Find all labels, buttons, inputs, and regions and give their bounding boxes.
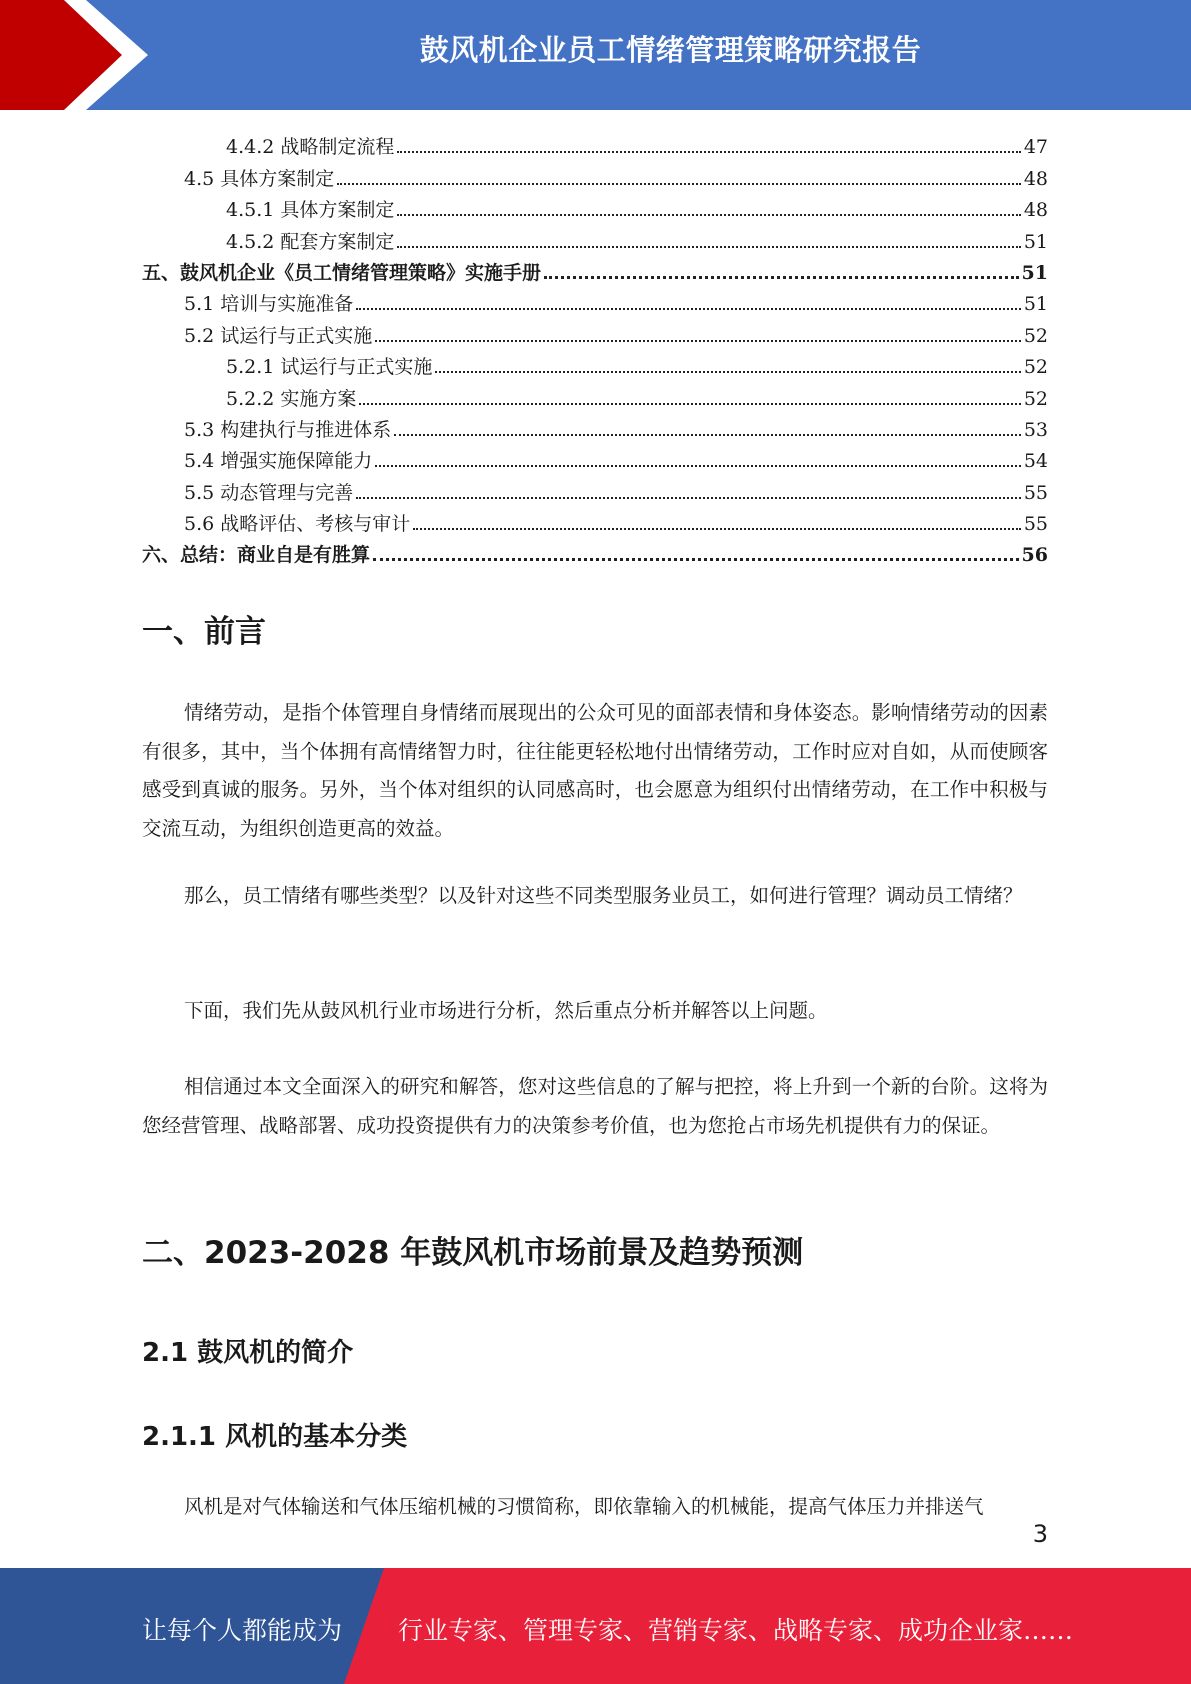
toc-leader-dots: [356, 496, 1021, 499]
toc-entry-label: 5.2.1 试运行与正式实施: [226, 356, 433, 379]
toc-entry[interactable]: [142, 411, 1048, 442]
toc-entry-page: 52: [1023, 387, 1048, 410]
toc-entry[interactable]: [142, 348, 1048, 379]
toc-entry-label: 5.1 培训与实施准备: [184, 293, 354, 316]
toc-entry-label: 六、总结：商业自是有胜算: [142, 544, 371, 567]
toc-entry-label: 4.5.1 具体方案制定: [226, 199, 395, 222]
document-title: 鼓风机企业员工情绪管理策略研究报告: [419, 33, 922, 67]
toc-entry-label: 5.4 增强实施保障能力: [184, 450, 373, 473]
toc-entry-label: 5.3 构建执行与推进体系: [184, 418, 392, 441]
toc-leader-dots: [397, 150, 1020, 153]
toc-entry[interactable]: [142, 254, 1048, 285]
section-heading-preface: 一、前言: [142, 614, 266, 650]
toc-entry-page: 48: [1023, 199, 1048, 222]
toc-leader-dots: [373, 557, 1019, 561]
toc-leader-dots: [375, 464, 1021, 467]
toc-leader-dots: [337, 182, 1021, 185]
toc-entry-page: 48: [1023, 167, 1048, 190]
paragraph: 下面，我们先从鼓风机行业市场进行分析，然后重点分析并解答以上问题。: [184, 999, 828, 1022]
toc-entry-page: 51: [1023, 230, 1048, 253]
toc-entry[interactable]: [142, 442, 1048, 473]
toc-leader-dots: [375, 339, 1021, 342]
toc-entry-label: 5.6 战略评估、考核与审计: [184, 513, 411, 536]
page-header: [0, 0, 1191, 110]
table-of-contents: [142, 128, 1048, 567]
toc-entry-page: 56: [1021, 544, 1048, 567]
toc-entry-label: 4.5.2 配套方案制定: [226, 230, 395, 253]
toc-entry-label: 4.4.2 战略制定流程: [226, 136, 395, 159]
toc-entry-page: 47: [1023, 136, 1048, 159]
toc-leader-dots: [359, 402, 1020, 405]
paragraph: 那么，员工情绪有哪些类型？以及针对这些不同类型服务业员工，如何进行管理？调动员工情绪？: [184, 884, 1023, 907]
toc-entry-label: 5.5 动态管理与完善: [184, 481, 354, 504]
footer-slogan-right: 行业专家、管理专家、营销专家、战略专家、成功企业家……: [398, 1616, 1074, 1645]
toc-leader-dots: [394, 433, 1021, 436]
footer-slogan-left: 让每个人都能成为: [142, 1616, 343, 1645]
toc-leader-dots: [413, 527, 1021, 530]
toc-entry[interactable]: [142, 128, 1048, 159]
toc-entry-label: 5.2 试运行与正式实施: [184, 324, 373, 347]
toc-entry[interactable]: [142, 191, 1048, 222]
toc-entry[interactable]: [142, 536, 1048, 567]
toc-entry[interactable]: [142, 505, 1048, 536]
toc-entry[interactable]: [142, 222, 1048, 253]
toc-entry-label: 4.5 具体方案制定: [184, 167, 335, 190]
toc-entry-page: 51: [1021, 261, 1048, 284]
paragraph: 相信通过本文全面深入的研究和解答，您对这些信息的了解与把控，将上升到一个新的台阶。这将为您经营管理、战略部署、成功投资提供有力的决策参考价值，也为您抢占市场先机提供有力的保证。: [142, 1075, 1048, 1137]
header-arrow-decoration: [0, 0, 160, 110]
toc-entry-page: 55: [1023, 481, 1048, 504]
toc-leader-dots: [435, 370, 1020, 373]
toc-entry-label: 五、鼓风机企业《员工情绪管理策略》实施手册: [142, 261, 542, 284]
toc-entry-label: 5.2.2 实施方案: [226, 387, 357, 410]
toc-entry-page: 51: [1023, 293, 1048, 316]
toc-entry-page: 53: [1023, 418, 1048, 441]
toc-leader-dots: [397, 213, 1020, 216]
toc-entry[interactable]: [142, 285, 1048, 316]
section-heading-market: 二、2023-2028 年鼓风机市场前景及趋势预测: [142, 1235, 804, 1271]
toc-entry[interactable]: [142, 473, 1048, 504]
paragraph: 情绪劳动，是指个体管理自身情绪而展现出的公众可见的面部表情和身体姿态。影响情绪劳动的因素有很多，其中，当个体拥有高情绪智力时，往往能更轻松地付出情绪劳动，工作时应对自如，从而使顾客感受到真诚的服务。另外，当个体对组织的认同感高时，也会愿意为组织付出情绪劳动，在工作中积极与交流互动，为组织创造更高的效益。: [142, 701, 1048, 840]
toc-leader-dots: [356, 307, 1021, 310]
toc-leader-dots: [544, 275, 1019, 279]
toc-entry-page: 52: [1023, 324, 1048, 347]
subsection-heading: 2.1.1 风机的基本分类: [142, 1422, 408, 1452]
toc-entry[interactable]: [142, 159, 1048, 190]
toc-entry-page: 54: [1023, 450, 1048, 473]
subsection-heading: 2.1 鼓风机的简介: [142, 1338, 354, 1368]
toc-entry-page: 52: [1023, 356, 1048, 379]
toc-entry-page: 55: [1023, 513, 1048, 536]
toc-entry[interactable]: [142, 379, 1048, 410]
paragraph: 风机是对气体输送和气体压缩机械的习惯简称，即依靠输入的机械能，提高气体压力并排送气: [184, 1495, 984, 1518]
page-footer: [0, 1568, 1191, 1684]
toc-entry[interactable]: [142, 316, 1048, 347]
page-number: 3: [1032, 1520, 1048, 1548]
toc-leader-dots: [397, 245, 1020, 248]
